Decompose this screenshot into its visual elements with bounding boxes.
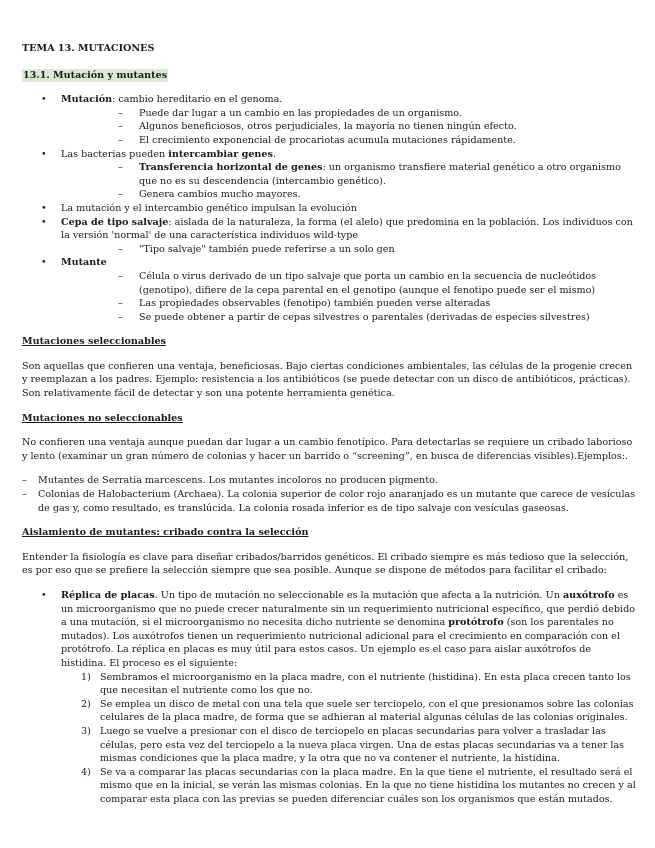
replica-bullet-list	[22, 589, 636, 671]
heading-selectable-mutations: Mutaciones seleccionables	[22, 336, 166, 348]
paragraph-isolation: Entender la fisiología es clave para diseñar cribados/barridos genéticos. El cribado siempre es más tedioso que la selección, es por eso que se prefiere la selección siempre que sea posible. Aunque se dispone de métodos para facilitar el cribado:	[22, 551, 629, 577]
sub-item: – Célula o virus derivado de un tipo salvaje que porta un cambio en la secuencia de nucleótidos (genotipo), difiere de la cepa parental en el genotipo (aunque el fenotipo puede ser el mismo)	[61, 270, 636, 297]
list-item: – Mutantes de Serratia marcescens. Los mutantes incoloros no producen pigmento.	[22, 474, 636, 488]
heading-nonselectable-mutations: Mutaciones no seleccionables	[22, 412, 183, 424]
sub-list	[61, 243, 636, 257]
paragraph-selectable: Son aquellas que confieren una ventaja, beneficiosas. Bajo ciertas condiciones ambientales, las células de la progenie crecen y reemplazan a los padres. Ejemplo: resistencia a los antibióticos (se puede detectar con un disco de antibióticos, prácticas). Son relativamente fácil de detectar y son una potente herramienta genética.	[22, 360, 633, 400]
sub-list	[61, 270, 636, 324]
mutation-bullet-list	[22, 93, 636, 324]
sub-item: – Genera cambios mucho mayores.	[61, 188, 636, 202]
sub-list	[61, 107, 636, 148]
list-item: • Mutación: cambio hereditario en el genoma. – Puede dar lugar a un cambio en las propiedades de un organismo. – Algunos beneficiosos, otros perjudiciales, la mayoría no tienen ningún efecto. – El crecimiento exponencial de procariotas acumula mutaciones rápidamente.	[22, 93, 636, 147]
sub-item: – Las propiedades observables (fenotipo) también pueden verse alteradas	[61, 297, 636, 311]
step-item: 1) Sembramos el microorganismo en la placa madre, con el nutriente (histidina). En esta placa crecen tanto los que necesitan el nutriente como los que no.	[81, 671, 631, 697]
sub-item: – El crecimiento exponencial de procariotas acumula mutaciones rápidamente.	[61, 134, 636, 148]
list-item: • Cepa de tipo salvaje: aislada de la naturaleza, la forma (el alelo) que predomina en la población. Los individuos con la versión 'normal' de una característica individuos wild-type – "Tipo salvaje" también puede referirse a un solo gen	[22, 216, 636, 257]
sub-item: – Se puede obtener a partir de cepas silvestres o parentales (derivadas de especies silvestres)	[61, 311, 636, 325]
list-item: • Las bacterias pueden intercambiar genes. – Transferencia horizontal de genes: un organismo transfiere material genético a otro organismo que no es su descendencia (intercambio genético). – Genera cambios mucho mayores.	[22, 148, 636, 202]
step-item: 2) Se emplea un disco de metal con una tela que suele ser terciopelo, con el que presionamos sobre las colonias celulares de la placa madre, de forma que se adhieran al material algunas células de las colonias originales.	[81, 698, 634, 724]
sub-item: – Transferencia horizontal de genes: un organismo transfiere material genético a otro organismo que no es su descendencia (intercambio genético).	[61, 161, 636, 188]
step-item: 3) Luego se vuelve a presionar con el disco de terciopelo en placas secundarias para volver a trasladar las células, pero esta vez del terciopelo a la nueva placa virgen. Una de estas placas secundarias va a tener las mismas condiciones que la placa madre, y la otra que no va contener el nutriente, la histidina.	[81, 725, 625, 765]
section-heading-mutation: 13.1. Mutación y mutantes	[23, 69, 168, 81]
examples-list	[22, 474, 636, 515]
replica-steps-list	[22, 671, 636, 807]
heading-mutant-isolation: Aislamiento de mutantes: cribado contra la selección	[22, 527, 309, 539]
sub-item: – "Tipo salvaje" también puede referirse a un solo gen	[61, 243, 636, 257]
list-item: • Réplica de placas. Un tipo de mutación no seleccionable es la mutación que afecta a la nutrición. Un auxótrofo es un microorganismo que no puede crecer naturalmente sin un requerimiento nutricional específico, que perdió debido a una mutación, si el microorganismo no necesita dicho nutriente se denomina protótrofo (son los parentales no mutados). Los auxótrofos tienen un requerimiento nutricional adicional para el crecimiento en comparación con el protótrofo. La réplica en placas es muy útil para estos casos. Un ejemplo es el caso para aislar auxótrofos de histidina. El proceso es el siguiente:	[22, 589, 636, 671]
paragraph-nonselectable: No confieren una ventaja aunque puedan dar lugar a un cambio fenotípico. Para detectarlas se requiere un cribado laborioso y lento (examinar un gran número de colonias y hacer un barrido o “screening”, en busca de diferencias visibles).Ejemplos:.	[22, 437, 633, 462]
page-title: TEMA 13. MUTACIONES	[22, 43, 155, 54]
sub-item: – Puede dar lugar a un cambio en las propiedades de un organismo.	[61, 107, 636, 121]
list-item: • Mutante – Célula o virus derivado de un tipo salvaje que porta un cambio en la secuencia de nucleótidos (genotipo), difiere de la cepa parental en el genotipo (aunque el fenotipo puede ser el mismo) – Las propiedades observables (fenotipo) también pueden verse alteradas – Se puede obtener a partir de cepas silvestres o parentales (derivadas de especies silvestres)	[22, 256, 636, 324]
list-item: • La mutación y el intercambio genético impulsan la evolución	[22, 202, 636, 216]
sub-list	[61, 161, 636, 202]
step-item: 4) Se va a comparar las placas secundarias con la placa madre. En la que tiene el nutriente, el resultado será el mismo que en la inicial, se verán las mismas colonias. En la que no tiene histidina los mutantes no crecen y al comparar esta placa con las previas se pueden diferenciar cuáles son los organismos que están mutados.	[81, 766, 636, 805]
document-page	[22, 42, 636, 807]
sub-item: – Algunos beneficiosos, otros perjudiciales, la mayoría no tienen ningún efecto.	[61, 120, 636, 134]
list-item: – Colonias de Halobacterium (Archaea). La colonia superior de color rojo anaranjado es un mutante que carece de vesículas de gas y, como resultado, es translúcida. La colonia rosada inferior es de tipo salvaje con vesículas gaseosas.	[22, 488, 636, 515]
